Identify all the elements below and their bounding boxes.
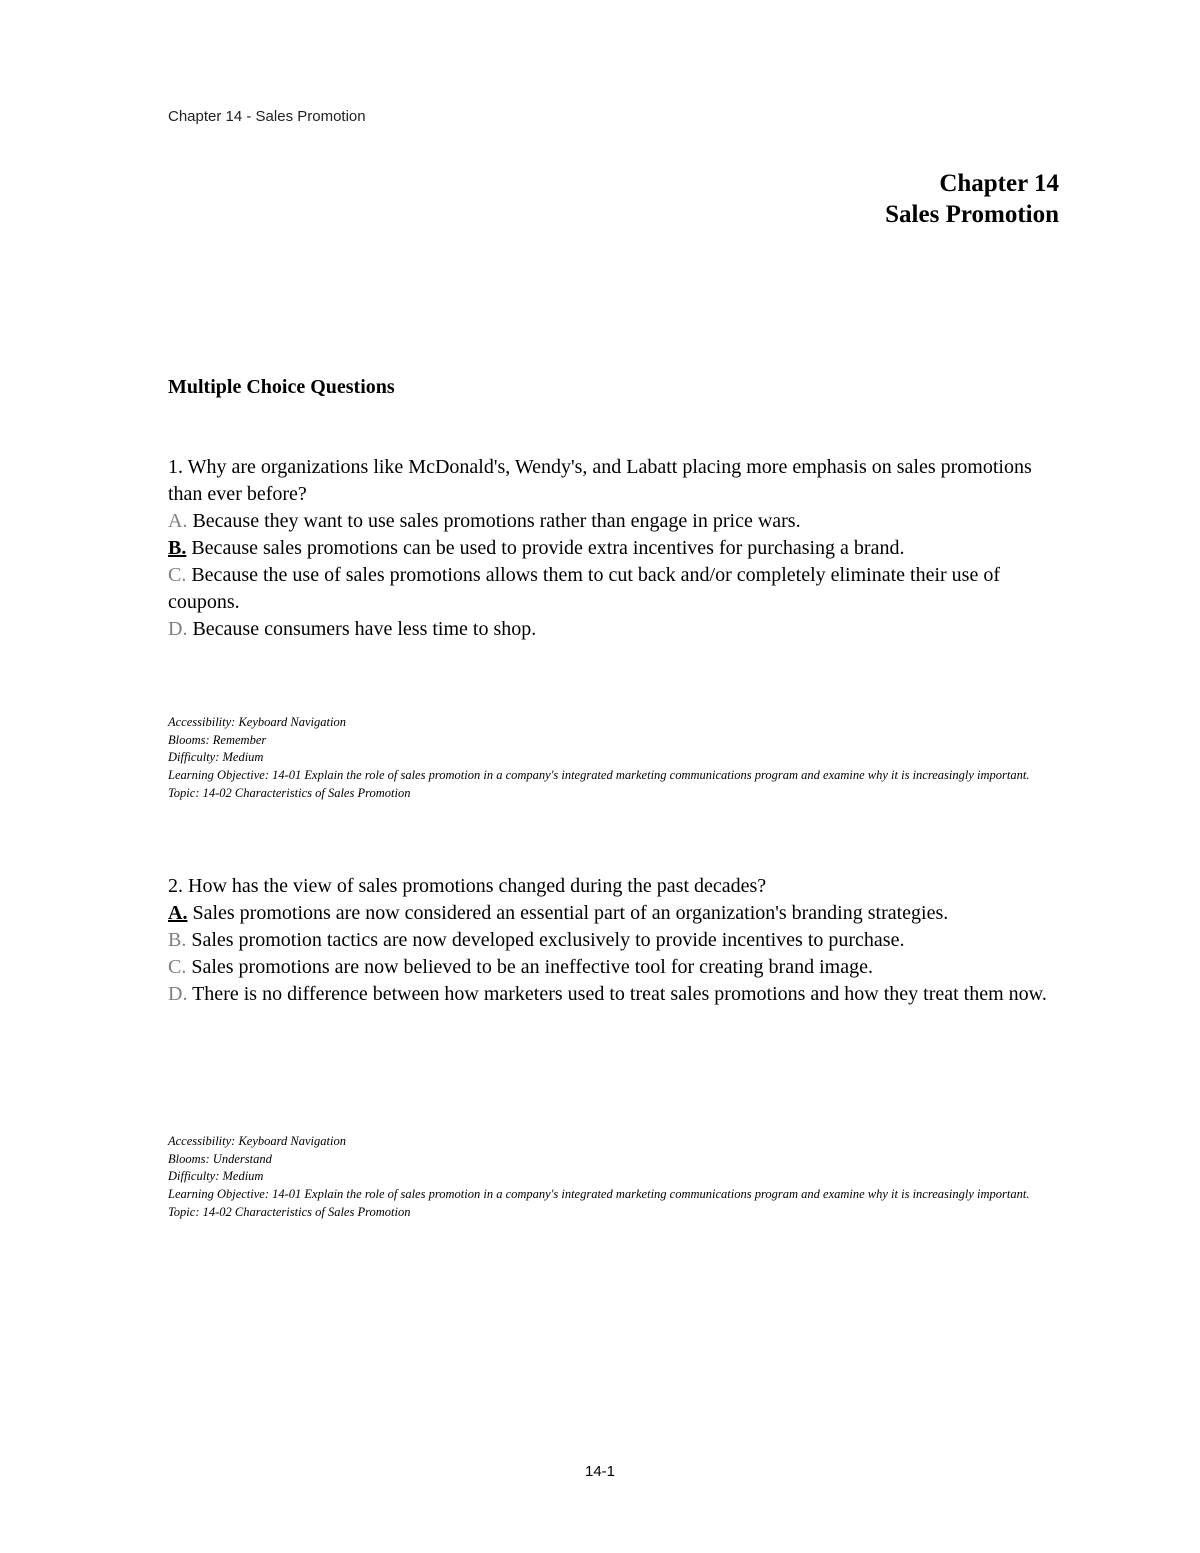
- meta-accessibility: Accessibility: Keyboard Navigation: [168, 715, 346, 729]
- question-stem: [168, 873, 1058, 900]
- option-text: There is no difference between how marketers used to treat sales promotions and how they treat them now.: [192, 983, 1047, 1005]
- meta-blooms: Blooms: Remember: [168, 732, 267, 747]
- chapter-number: Chapter 14: [939, 170, 1059, 197]
- correct-option-letter: A.: [168, 902, 188, 924]
- question-2: [168, 873, 1058, 1008]
- question-1-metadata: [168, 714, 1058, 803]
- page-number: 14-1: [584, 1463, 616, 1480]
- answer-option-c: [168, 954, 1058, 981]
- chapter-name: Sales Promotion: [885, 201, 1059, 228]
- question-1: [168, 454, 1058, 643]
- section-heading: Multiple Choice Questions: [168, 376, 395, 398]
- correct-option-letter: B.: [168, 537, 187, 559]
- meta-learning-objective: Learning Objective: 14-01 Explain the role of sales promotion in a company's integrated marketing communications program and examine why it is increasingly important.: [168, 1187, 1030, 1202]
- option-letter: B.: [168, 929, 187, 951]
- meta-topic: Topic: 14-02 Characteristics of Sales Promotion: [168, 1204, 411, 1219]
- option-text: Sales promotions are now considered an essential part of an organization's branding strategies.: [192, 902, 949, 924]
- answer-option-a: [168, 508, 1058, 535]
- answer-option-d: [168, 616, 1058, 643]
- meta-difficulty: Difficulty: Medium: [168, 750, 264, 765]
- option-text: Sales promotion tactics are now developed exclusively to provide incentives to purchase.: [191, 929, 905, 951]
- option-letter: A.: [168, 510, 188, 532]
- answer-option-c: [168, 562, 1058, 616]
- option-text: Sales promotions are now believed to be an ineffective tool for creating brand image.: [191, 956, 873, 978]
- option-text: Because consumers have less time to shop.: [192, 618, 537, 640]
- meta-blooms: Blooms: Understand: [168, 1151, 272, 1166]
- question-text: Why are organizations like McDonald's, Wendy's, and Labatt placing more emphasis on sales promotions than ever before?: [168, 456, 1032, 505]
- option-letter: C.: [168, 956, 187, 978]
- option-text: Because sales promotions can be used to provide extra incentives for purchasing a brand.: [191, 537, 905, 559]
- question-stem: [168, 454, 1058, 508]
- chapter-title: [885, 168, 1059, 230]
- answer-option-a: [168, 900, 1058, 927]
- option-letter: D.: [168, 618, 188, 640]
- option-text: Because the use of sales promotions allows them to cut back and/or completely eliminate their use of coupons.: [168, 564, 1001, 613]
- question-number: 2.: [168, 875, 183, 897]
- option-letter: C.: [168, 564, 187, 586]
- question-text: How has the view of sales promotions changed during the past decades?: [188, 875, 767, 897]
- meta-topic: Topic: 14-02 Characteristics of Sales Promotion: [168, 785, 411, 800]
- answer-option-b: [168, 535, 1058, 562]
- option-letter: D.: [168, 983, 188, 1005]
- meta-difficulty: Difficulty: Medium: [168, 1169, 264, 1184]
- answer-option-b: [168, 927, 1058, 954]
- meta-accessibility: Accessibility: Keyboard Navigation: [168, 1134, 346, 1148]
- meta-learning-objective: Learning Objective: 14-01 Explain the role of sales promotion in a company's integrated marketing communications program and examine why it is increasingly important.: [168, 768, 1030, 783]
- running-header: Chapter 14 - Sales Promotion: [168, 108, 366, 125]
- question-2-metadata: [168, 1133, 1058, 1222]
- question-number: 1.: [168, 456, 183, 478]
- answer-option-d: [168, 981, 1058, 1008]
- option-text: Because they want to use sales promotions rather than engage in price wars.: [192, 510, 801, 532]
